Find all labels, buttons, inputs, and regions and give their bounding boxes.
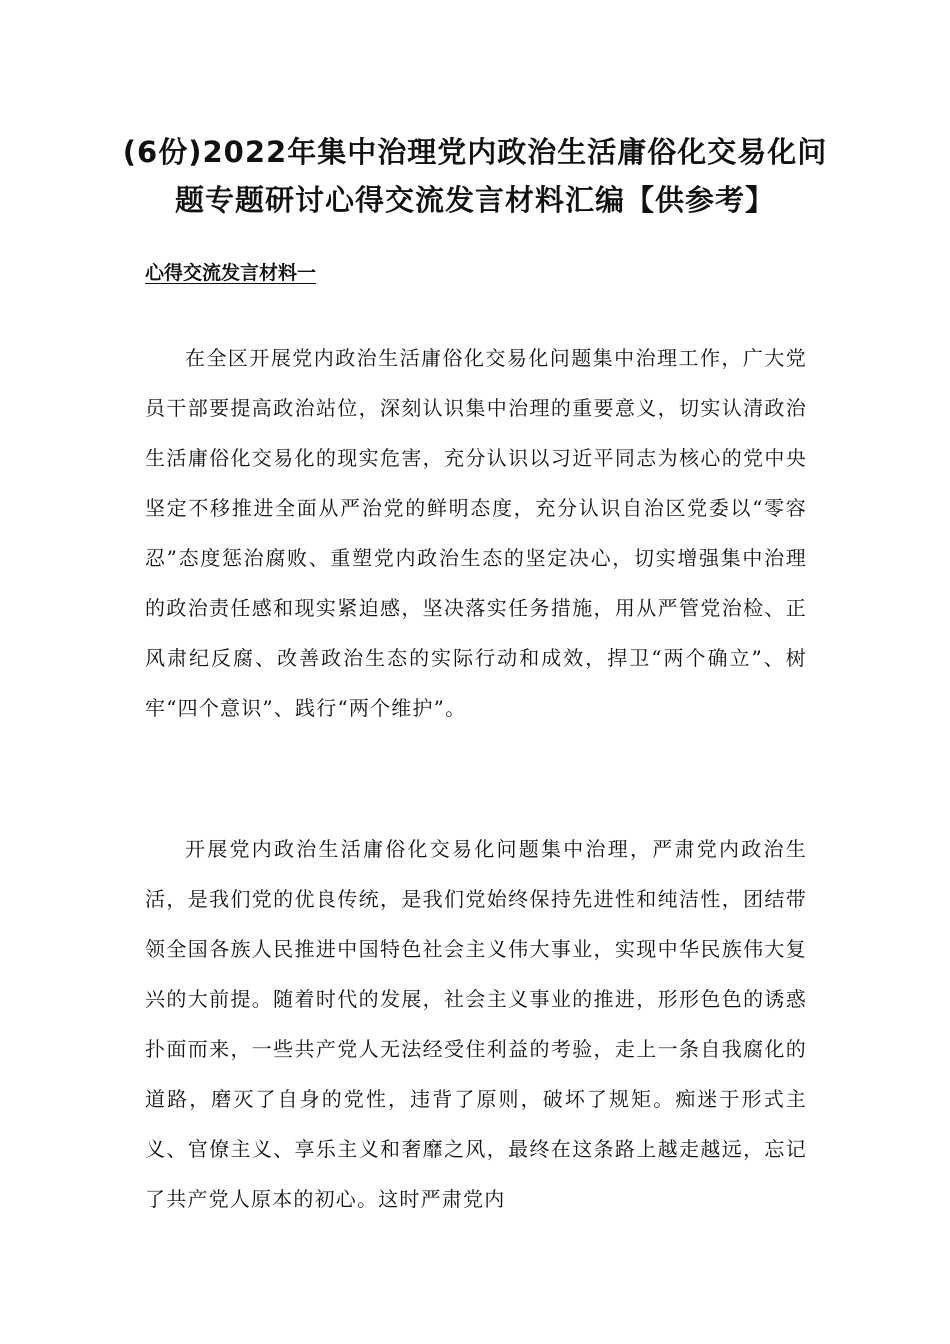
section-heading: 心得交流发言材料一 (145, 262, 317, 284)
body-paragraph-2: 开展党内政治生活庸俗化交易化问题集中治理，严肃党内政治生活，是我们党的优良传统，是我们党始终保持先进性和纯洁性，团结带领全国各族人民推进中国特色社会主义伟大事业，实现中华民族伟大复兴的大前提。随着时代的发展，社会主义事业的推进，形形色色的诱惑扑面而来，一些共产党人无法经受住利益的考验，走上一条自我腐化的道路，磨灭了自身的党性，违背了原则，破坏了规矩。痴迷于形式主义、官僚主义、享乐主义和奢靡之风，最终在这条路上越走越远，忘记了共产党人原本的初心。这时严肃党内 (145, 837, 807, 1211)
body-paragraph-1: 在全区开展党内政治生活庸俗化交易化问题集中治理工作，广大党员干部要提高政治站位，深刻认识集中治理的重要意义，切实认清政治生活庸俗化交易化的现实危害，充分认识以习近平同志为核心的党中央坚定不移推进全面从严治党的鲜明态度，充分认识自治区党委以“零容忍”态度惩治腐败、重塑党内政治生态的坚定决心，切实增强集中治理的政治责任感和现实紧迫感，坚决落实任务措施，用从严管党治检、正风肃纪反腐、改善政治生态的实际行动和成效，捍卫“两个确立”、树牢“四个意识”、践行“两个维护”。 (145, 346, 807, 720)
document-title: (6份)2022年集中治理党内政治生活庸俗化交易化问题专题研讨心得交流发言材料汇编【供参考】 (122, 135, 828, 217)
